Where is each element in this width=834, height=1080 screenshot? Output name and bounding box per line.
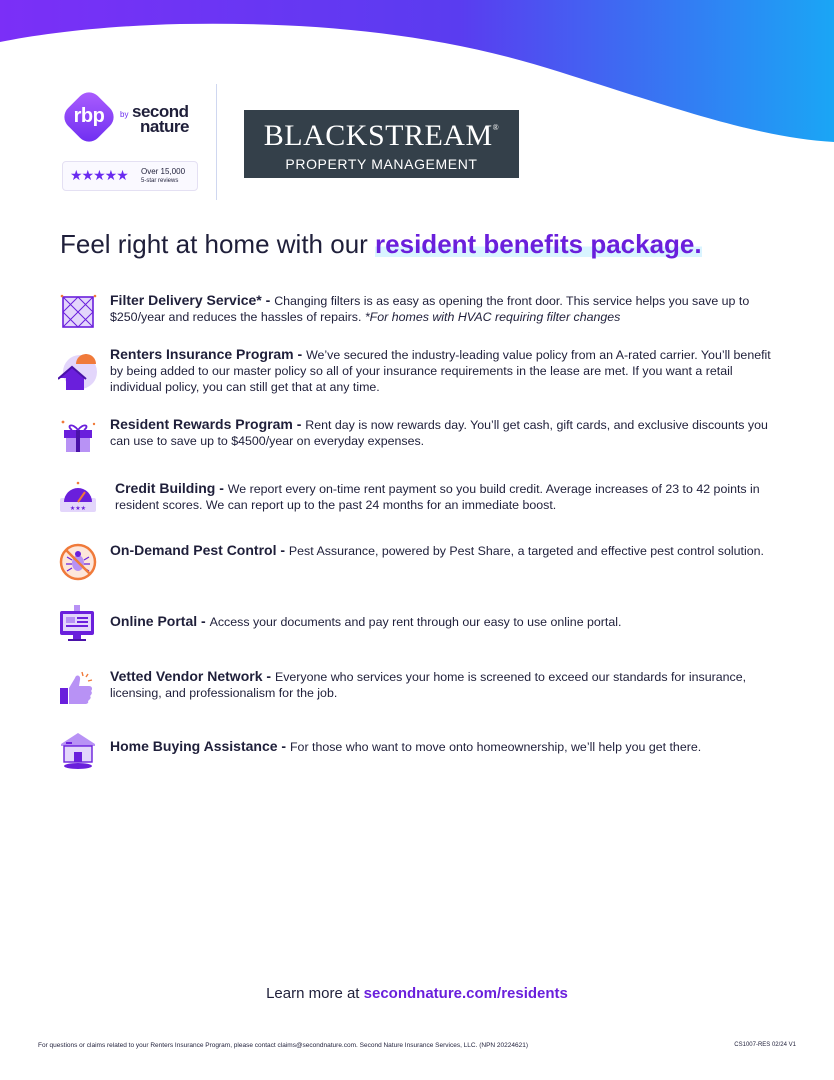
footer-code: CS1007-RES 02/24 V1 <box>734 1042 796 1048</box>
blackstream-logo <box>244 110 519 178</box>
benefit-text <box>115 480 783 513</box>
benefit-title: Resident Rewards Program - <box>110 416 306 432</box>
rbp-by-second-nature-logo <box>62 88 212 150</box>
brand-nature: nature <box>140 117 189 136</box>
benefit-text <box>110 416 778 449</box>
headline-highlight: resident benefits package. <box>375 229 702 259</box>
filter-icon <box>58 292 98 332</box>
home-buying-icon <box>58 730 98 770</box>
brand-second: second <box>132 102 189 121</box>
credit-gauge-icon <box>58 480 98 520</box>
learn-more-prefix: Learn more at <box>266 985 364 1002</box>
no-pests-icon <box>58 542 98 582</box>
benefit-description: Rent day is now rewards day. You’ll get cash, gift cards, and exclusive discounts you can use to save up to $4500/year on everyday expenses. <box>110 418 768 448</box>
benefit-description: We report every on-time rent payment so you build credit. Average increases of 23 to 42 points in resident scores. We can report up to the past 24 months for an immediate boost. <box>115 482 760 512</box>
computer-portal-icon <box>58 605 98 645</box>
gift-icon <box>58 416 98 456</box>
logo-divider <box>216 84 217 200</box>
benefit-footnote: *For homes with HVAC requiring filter changes <box>364 310 621 324</box>
blackstream-subtitle: PROPERTY MANAGEMENT <box>285 156 478 172</box>
headline-lead: Feel right at home with our <box>60 229 376 259</box>
benefit-title: Filter Delivery Service* - <box>110 292 275 308</box>
footer-disclaimer: For questions or claims related to your Renters Insurance Program, please contact claims@secondnature.com. Second Nature Insurance Services, LLC. (NPN 20224621) <box>38 1042 529 1049</box>
benefit-text <box>110 346 778 395</box>
rbp-badge-text: rbp <box>73 105 105 127</box>
benefit-title: Online Portal - <box>110 613 210 629</box>
reviews-count: Over 15,000 <box>141 167 186 176</box>
benefit-description: Pest Assurance, powered by Pest Share, a targeted and effective pest control solution. <box>288 544 764 558</box>
benefit-title: Vetted Vendor Network - <box>110 668 275 684</box>
benefit-text <box>110 738 778 755</box>
umbrella-house-icon <box>58 352 98 392</box>
benefit-text <box>110 613 778 630</box>
benefit-description: Access your documents and pay rent through our easy to use online portal. <box>209 615 622 629</box>
reviews-label: 5-star reviews <box>141 178 179 184</box>
blackstream-name: BLACKSTREAM® <box>263 119 500 152</box>
benefit-description: For those who want to move onto homeownership, we’ll help you get there. <box>289 740 702 754</box>
benefit-description: We’ve secured the industry-leading value policy from an A-rated carrier. You’ll benefit by being added to our master policy so all of your insurance requirements in the lease are met. If you want a retail individual policy, you can still get that at any time. <box>110 348 771 394</box>
thumbs-up-icon <box>58 668 98 708</box>
learn-more-line <box>0 985 834 1002</box>
reviews-badge <box>62 161 198 191</box>
benefit-text <box>110 542 778 559</box>
svg-text:★★★: ★★★ <box>69 505 87 512</box>
benefit-text <box>110 292 778 325</box>
by-text: by <box>120 110 129 119</box>
benefit-description: Changing filters is as easy as opening the front door. This service helps you save up to $250/year and reduces the hassles of repairs. <box>110 294 750 324</box>
page-headline <box>60 229 800 260</box>
benefit-title: Renters Insurance Program - <box>110 346 307 362</box>
benefit-text <box>110 668 778 701</box>
benefit-title: On-Demand Pest Control - <box>110 542 289 558</box>
benefit-description: Everyone who services your home is screened to exceed our standards for insurance, licensing, and professionalism for the job. <box>110 670 747 700</box>
residents-link[interactable]: secondnature.com/residents <box>363 985 568 1002</box>
five-stars-icon: ★★★★★ <box>70 167 128 183</box>
benefit-title: Credit Building - <box>115 480 228 496</box>
benefit-title: Home Buying Assistance - <box>110 738 290 754</box>
